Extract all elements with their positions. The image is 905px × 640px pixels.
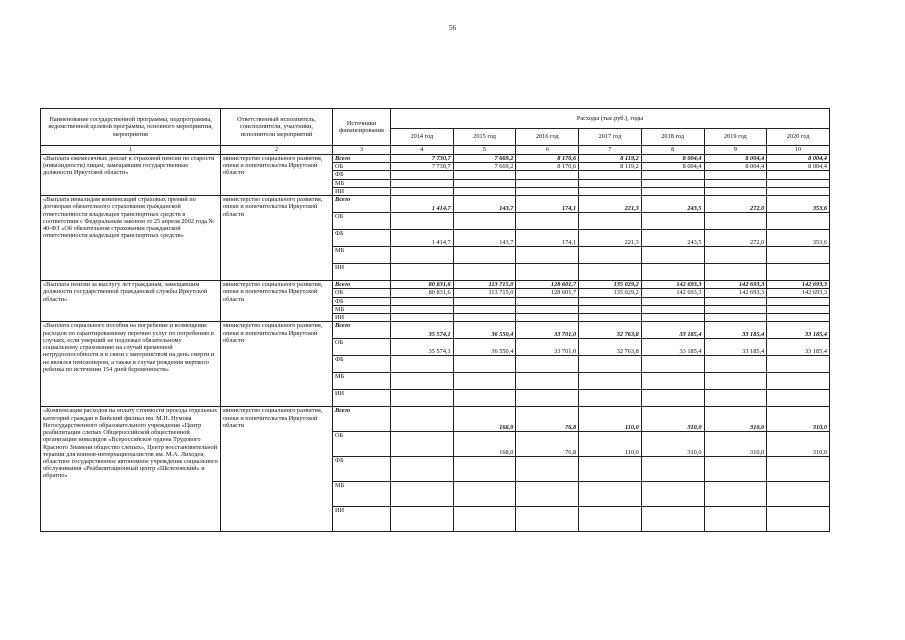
value-cell: 36 550,4 — [453, 322, 516, 339]
value-cell — [767, 213, 830, 230]
source-cell: ФБ — [333, 171, 391, 179]
value-cell — [453, 390, 516, 407]
value-cell — [391, 314, 454, 322]
value-cell — [767, 314, 830, 322]
value-cell — [704, 305, 767, 313]
value-cell: 1 414,7 — [391, 230, 454, 247]
table-row — [41, 196, 830, 213]
value-cell — [579, 457, 642, 482]
source-cell: ФБ — [333, 297, 391, 305]
source-cell: МБ — [333, 305, 391, 313]
value-cell: 142 693,3 — [641, 281, 704, 289]
year-header: 2014 год — [391, 128, 454, 145]
header-source: Источники финансирования — [333, 109, 391, 146]
value-cell — [516, 356, 579, 373]
value-cell — [641, 482, 704, 507]
value-cell — [704, 457, 767, 482]
value-cell: 76,8 — [516, 432, 579, 457]
value-cell — [391, 213, 454, 230]
budget-table — [40, 108, 830, 532]
value-cell — [516, 507, 579, 532]
value-cell — [641, 247, 704, 264]
value-cell: 221,3 — [579, 196, 642, 213]
value-cell: 80 831,6 — [391, 281, 454, 289]
source-cell: МБ — [333, 373, 391, 390]
value-cell: 7 669,2 — [453, 163, 516, 171]
value-cell — [641, 179, 704, 187]
value-cell — [391, 247, 454, 264]
source-cell: ФБ — [333, 356, 391, 373]
value-cell — [767, 457, 830, 482]
value-cell — [579, 213, 642, 230]
source-cell: ОБ — [333, 289, 391, 297]
value-cell — [704, 314, 767, 322]
value-cell: 110,0 — [579, 432, 642, 457]
executor-cell: министерство социального развития, опеки и попечительства Иркутской области — [221, 155, 333, 196]
value-cell — [516, 373, 579, 390]
value-cell — [579, 390, 642, 407]
value-cell — [704, 264, 767, 281]
value-cell: 33 701,0 — [516, 339, 579, 356]
value-cell: 142 693,3 — [704, 289, 767, 297]
value-cell — [641, 390, 704, 407]
value-cell — [579, 264, 642, 281]
source-cell: ИИ — [333, 187, 391, 195]
value-cell: 128 601,7 — [516, 281, 579, 289]
source-cell: Всего — [333, 155, 391, 163]
value-cell: 310,0 — [704, 432, 767, 457]
column-index: 7 — [579, 146, 642, 155]
value-cell — [641, 305, 704, 313]
value-cell — [516, 305, 579, 313]
source-cell: Всего — [333, 196, 391, 213]
value-cell — [391, 432, 454, 457]
column-index: 5 — [453, 146, 516, 155]
value-cell: 1 414,7 — [391, 196, 454, 213]
source-cell: ИИ — [333, 390, 391, 407]
value-cell: 168,0 — [453, 432, 516, 457]
value-cell — [391, 407, 454, 432]
value-cell — [391, 482, 454, 507]
value-cell — [767, 179, 830, 187]
value-cell: 310,0 — [704, 407, 767, 432]
value-cell: 168,0 — [453, 407, 516, 432]
value-cell — [391, 457, 454, 482]
value-cell — [767, 305, 830, 313]
value-cell — [579, 171, 642, 179]
value-cell: 113 715,0 — [453, 289, 516, 297]
value-cell — [767, 171, 830, 179]
value-cell: 243,5 — [641, 196, 704, 213]
value-cell — [453, 373, 516, 390]
executor-cell: министерство социального развития, опеки и попечительства Иркутской области — [221, 322, 333, 407]
source-cell: МБ — [333, 247, 391, 264]
value-cell — [767, 264, 830, 281]
value-cell — [516, 187, 579, 195]
value-cell: 310,0 — [641, 407, 704, 432]
program-name-cell: «Компенсация расходов на оплату стоимости проезда отдельных категорий граждан в Бийский филиал им. М.Н. Нумова Негосударственного образовательного учреждения «Центр реабилитации слепых Общероссийской общественной организации инвалидов «Всероссийское ордена Трудового Красного Знамени общество слепых», Центр восстановительной терапии для воинов-интернационалистов им. М.А. Лиходея, областное государственное автономное учреждение социального обслуживания «Реабилитационный центр «Шелеховский» и обратно» — [41, 407, 221, 532]
value-cell — [453, 314, 516, 322]
value-cell: 142 693,3 — [767, 281, 830, 289]
value-cell — [704, 482, 767, 507]
source-cell: ОБ — [333, 163, 391, 171]
value-cell: 33 185,4 — [767, 339, 830, 356]
value-cell — [453, 264, 516, 281]
value-cell: 33 185,4 — [704, 322, 767, 339]
value-cell — [579, 373, 642, 390]
table-row — [41, 407, 830, 432]
source-cell: ИИ — [333, 264, 391, 281]
value-cell — [391, 187, 454, 195]
value-cell: 36 550,4 — [453, 339, 516, 356]
value-cell: 142 693,3 — [704, 281, 767, 289]
value-cell: 143,7 — [453, 196, 516, 213]
value-cell — [391, 373, 454, 390]
year-header: 2020 год — [767, 128, 830, 145]
value-cell — [641, 187, 704, 195]
value-cell — [704, 356, 767, 373]
value-cell — [453, 179, 516, 187]
value-cell — [453, 356, 516, 373]
value-cell: 76,8 — [516, 407, 579, 432]
value-cell — [579, 314, 642, 322]
column-index: 4 — [391, 146, 454, 155]
value-cell — [516, 390, 579, 407]
header-program-name: Наименование государственной программы, подпрограммы, ведомственной целевой программы, основного мероприятия, мероприятия — [41, 109, 221, 146]
value-cell — [453, 187, 516, 195]
value-cell — [453, 171, 516, 179]
value-cell — [641, 356, 704, 373]
value-cell — [767, 297, 830, 305]
table-row — [41, 281, 830, 289]
value-cell — [579, 482, 642, 507]
year-header: 2016 год — [516, 128, 579, 145]
value-cell — [391, 297, 454, 305]
value-cell — [453, 297, 516, 305]
value-cell — [579, 179, 642, 187]
value-cell — [641, 314, 704, 322]
executor-cell: министерство социального развития, опеки и попечительства Иркутской области — [221, 407, 333, 532]
value-cell — [453, 507, 516, 532]
value-cell: 33 185,4 — [704, 339, 767, 356]
value-cell — [704, 247, 767, 264]
value-cell — [579, 305, 642, 313]
value-cell — [704, 390, 767, 407]
value-cell: 243,5 — [641, 230, 704, 247]
value-cell: 8 119,2 — [579, 163, 642, 171]
program-name-cell: «Выплата социального пособия на погребение и возмещение расходов по гарантированному перечню услуг по погребению в случаях, если умерший не подлежал обязательному социальному страхованию на случай временной нетрудоспособности и в связи с материнством на день смерти и не являлся пенсионером, а также в случае рождения мертвого ребенка по истечении 154 дней беременности» — [41, 322, 221, 407]
source-cell: МБ — [333, 482, 391, 507]
value-cell — [641, 297, 704, 305]
executor-cell: министерство социального развития, опеки и попечительства Иркутской области — [221, 281, 333, 322]
value-cell: 8 004,4 — [704, 155, 767, 163]
value-cell: 272,0 — [704, 230, 767, 247]
column-index: 6 — [516, 146, 579, 155]
value-cell — [391, 179, 454, 187]
value-cell — [453, 247, 516, 264]
value-cell: 310,0 — [641, 432, 704, 457]
value-cell: 8 004,4 — [641, 163, 704, 171]
value-cell — [453, 305, 516, 313]
value-cell — [516, 314, 579, 322]
value-cell — [704, 297, 767, 305]
value-cell: 8 170,6 — [516, 155, 579, 163]
value-cell — [391, 264, 454, 281]
year-header: 2017 год — [579, 128, 642, 145]
value-cell — [579, 356, 642, 373]
source-cell: ИИ — [333, 314, 391, 322]
value-cell — [767, 373, 830, 390]
value-cell — [767, 356, 830, 373]
source-cell: Всего — [333, 322, 391, 339]
value-cell: 32 763,8 — [579, 339, 642, 356]
value-cell: 8 170,6 — [516, 163, 579, 171]
source-cell: ФБ — [333, 457, 391, 482]
value-cell: 142 693,3 — [767, 289, 830, 297]
value-cell: 113 715,0 — [453, 281, 516, 289]
source-cell: ИИ — [333, 507, 391, 532]
source-cell: МБ — [333, 179, 391, 187]
value-cell: 8 004,4 — [704, 163, 767, 171]
year-header: 2018 год — [641, 128, 704, 145]
value-cell — [704, 187, 767, 195]
value-cell — [641, 507, 704, 532]
program-name-cell: «Выплата ежемесячных доплат к страховой пенсии по старости (инвалидности) лицам, замещавшим государственные должности Иркутской области» — [41, 155, 221, 196]
value-cell — [516, 297, 579, 305]
value-cell — [641, 171, 704, 179]
program-name-cell: «Выплата пенсии за выслугу лет гражданам, замещавшим должности государственной гражданской службы Иркутской области» — [41, 281, 221, 322]
table-body — [41, 155, 830, 532]
value-cell: 174,1 — [516, 230, 579, 247]
value-cell — [641, 264, 704, 281]
value-cell — [704, 171, 767, 179]
value-cell — [453, 482, 516, 507]
value-cell: 8 004,4 — [767, 163, 830, 171]
value-cell — [767, 187, 830, 195]
value-cell: 80 831,6 — [391, 289, 454, 297]
value-cell — [579, 247, 642, 264]
value-cell: 8 119,2 — [579, 155, 642, 163]
value-cell — [516, 482, 579, 507]
value-cell — [391, 171, 454, 179]
header-expenses: Расходы (тыс.руб.), годы — [391, 109, 830, 129]
value-cell — [641, 213, 704, 230]
value-cell: 35 574,1 — [391, 322, 454, 339]
value-cell — [391, 390, 454, 407]
value-cell — [704, 213, 767, 230]
value-cell — [579, 187, 642, 195]
value-cell — [704, 179, 767, 187]
value-cell: 8 004,4 — [641, 155, 704, 163]
source-cell: Всего — [333, 407, 391, 432]
year-header: 2019 год — [704, 128, 767, 145]
page-number: 56 — [449, 24, 456, 32]
value-cell: 33 185,4 — [641, 339, 704, 356]
value-cell — [579, 507, 642, 532]
value-cell: 110,0 — [579, 407, 642, 432]
value-cell: 128 601,7 — [516, 289, 579, 297]
column-index: 1 — [41, 146, 221, 155]
column-index: 10 — [767, 146, 830, 155]
value-cell — [579, 297, 642, 305]
value-cell — [391, 305, 454, 313]
source-cell: ФБ — [333, 230, 391, 247]
value-cell — [767, 390, 830, 407]
value-cell: 143,7 — [453, 230, 516, 247]
executor-cell: министерство социального развития, опеки и попечительства Иркутской области — [221, 196, 333, 281]
column-index: 8 — [641, 146, 704, 155]
value-cell: 174,1 — [516, 196, 579, 213]
value-cell: 135 029,2 — [579, 281, 642, 289]
year-header: 2015 год — [453, 128, 516, 145]
column-index: 3 — [333, 146, 391, 155]
value-cell — [391, 356, 454, 373]
value-cell: 7 730,7 — [391, 155, 454, 163]
value-cell: 33 185,4 — [767, 322, 830, 339]
value-cell — [704, 507, 767, 532]
value-cell — [704, 373, 767, 390]
source-cell: ОБ — [333, 339, 391, 356]
value-cell: 35 574,1 — [391, 339, 454, 356]
value-cell: 33 185,4 — [641, 322, 704, 339]
value-cell — [516, 264, 579, 281]
value-cell — [391, 507, 454, 532]
value-cell: 32 763,8 — [579, 322, 642, 339]
value-cell: 7 730,7 — [391, 163, 454, 171]
column-index: 9 — [704, 146, 767, 155]
table-row — [41, 155, 830, 163]
source-cell: Всего — [333, 281, 391, 289]
value-cell: 310,0 — [767, 407, 830, 432]
value-cell — [516, 457, 579, 482]
value-cell: 221,3 — [579, 230, 642, 247]
value-cell: 353,6 — [767, 196, 830, 213]
value-cell: 8 004,4 — [767, 155, 830, 163]
value-cell — [516, 171, 579, 179]
value-cell — [516, 247, 579, 264]
value-cell — [641, 457, 704, 482]
value-cell — [767, 482, 830, 507]
value-cell — [516, 213, 579, 230]
value-cell: 7 669,2 — [453, 155, 516, 163]
header-executor: Ответственный исполнитель, соисполнители, участники, исполнители мероприятий — [221, 109, 333, 146]
value-cell: 310,0 — [767, 432, 830, 457]
value-cell — [453, 457, 516, 482]
value-cell — [453, 213, 516, 230]
value-cell: 353,6 — [767, 230, 830, 247]
value-cell — [641, 373, 704, 390]
value-cell: 33 701,0 — [516, 322, 579, 339]
value-cell: 272,0 — [704, 196, 767, 213]
value-cell: 142 693,3 — [641, 289, 704, 297]
column-index-row — [41, 146, 830, 155]
value-cell: 135 029,2 — [579, 289, 642, 297]
value-cell — [767, 507, 830, 532]
column-index: 2 — [221, 146, 333, 155]
table-row — [41, 322, 830, 339]
source-cell: ОБ — [333, 432, 391, 457]
value-cell — [516, 179, 579, 187]
source-cell: ОБ — [333, 213, 391, 230]
program-name-cell: «Выплата инвалидам компенсаций страховых премий по договорам обязательного страхования гражданской ответственности владельцев транспортных средств в соответствии с Федеральным законом от 25 апреля 2002 года № 40-ФЗ «Об обязательном страховании гражданской ответственности владельцев транспортных средств» — [41, 196, 221, 281]
value-cell — [767, 247, 830, 264]
